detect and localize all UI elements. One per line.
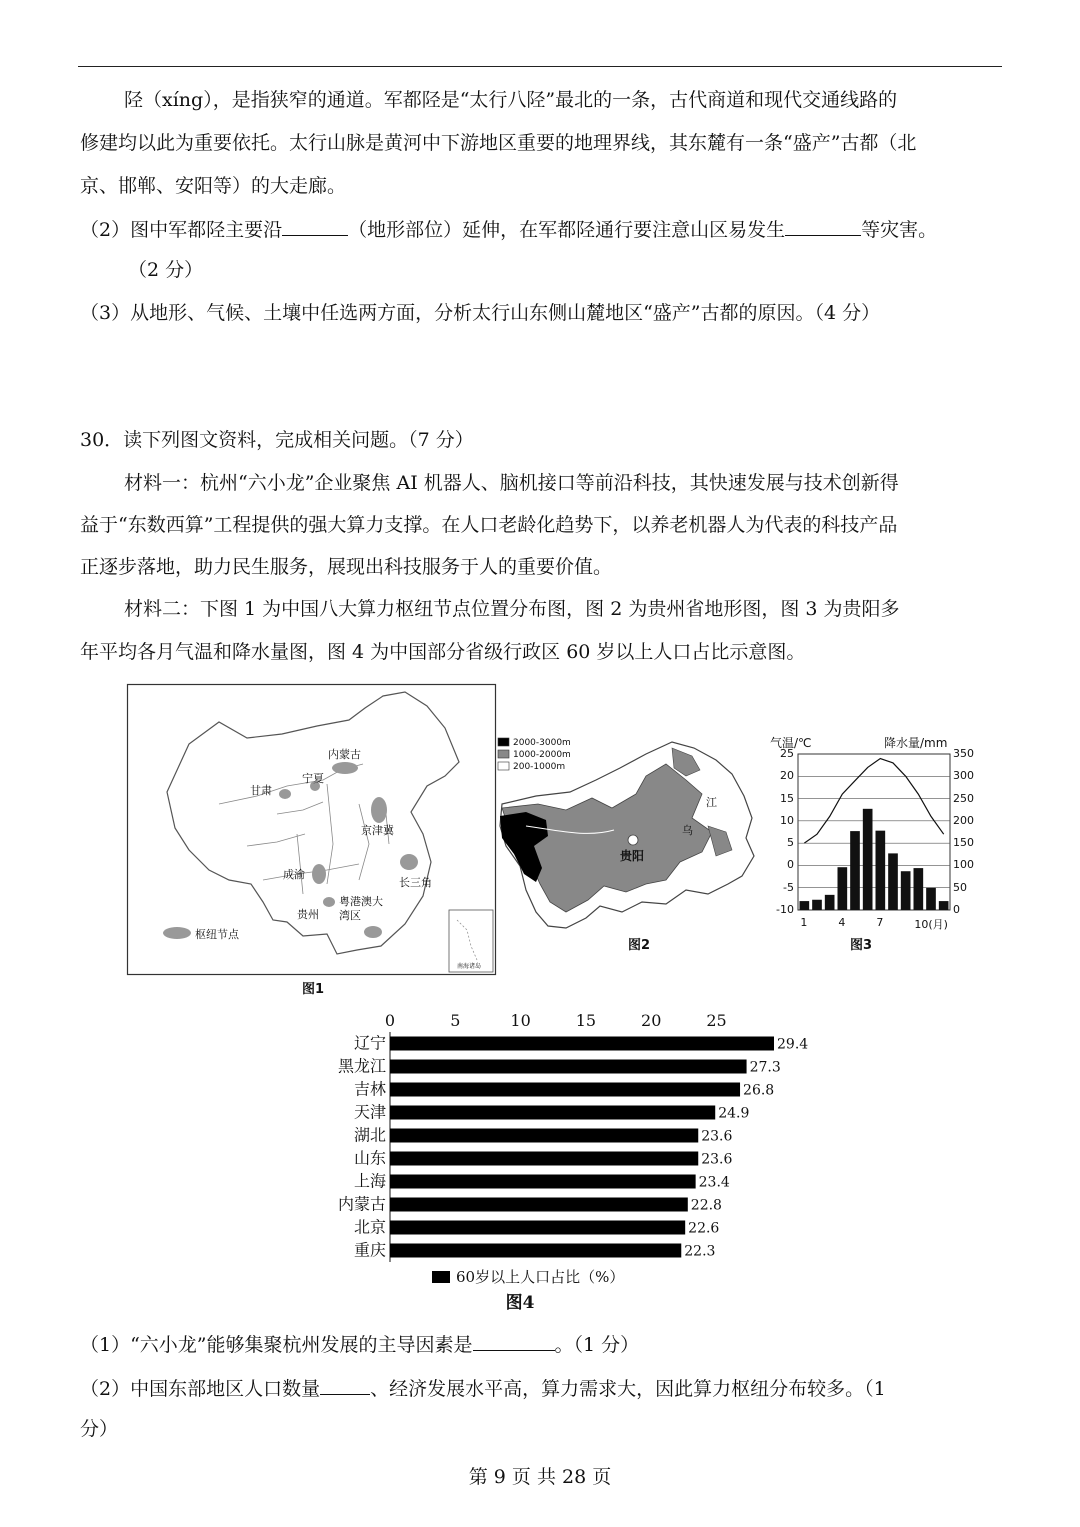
figure-4-bar-chart xyxy=(320,1008,809,1318)
label-neimenggu: 内蒙古 xyxy=(328,748,361,761)
figure-2-caption: 图2 xyxy=(628,938,651,953)
fig4-category-label: 内蒙古 xyxy=(337,1194,386,1214)
fig3-right-tick: 200 xyxy=(953,813,974,827)
fig3-left-tick: 15 xyxy=(780,791,794,805)
fig4-value-label: 29.4 xyxy=(777,1036,809,1053)
answer-blank-population[interactable] xyxy=(320,1376,370,1395)
fig4-value-label: 23.6 xyxy=(701,1128,733,1145)
page-footer: 第 9 页 共 28 页 xyxy=(468,1466,612,1488)
fig4-value-label: 23.4 xyxy=(698,1174,730,1191)
fig4-x-tick: 15 xyxy=(575,1011,597,1030)
label-yuegangao: 粤港澳大湾区 xyxy=(339,895,383,922)
question-29-3: （3）从地形、气候、土壤中任选两方面，分析太行山东侧山麓地区“盛产”古都的原因。（4 分） xyxy=(80,302,881,324)
fig4-svg xyxy=(320,1008,809,1318)
fig3-right-tick: 300 xyxy=(953,769,974,783)
hub-changsanjiao xyxy=(400,854,418,870)
q30-2-part2: 、经济发展水平高，算力需求大，因此算力枢纽分布较多。（1 xyxy=(370,1378,886,1400)
fig3-right-tick: 100 xyxy=(953,858,974,872)
fig3-left-tick: 10 xyxy=(780,813,794,827)
fig3-precip-bar-6 xyxy=(863,809,873,910)
fig4-bar xyxy=(390,1221,685,1235)
fig3-precip-bar-12 xyxy=(939,901,949,910)
legend-2000-3000: 2000-3000m xyxy=(513,738,571,748)
fig4-legend-swatch xyxy=(432,1271,450,1283)
fig3-right-tick: 250 xyxy=(953,791,974,805)
fig4-value-label: 26.8 xyxy=(743,1082,775,1099)
fig4-category-label: 上海 xyxy=(353,1171,386,1191)
label-river-jiang: 江 xyxy=(706,796,717,809)
question-29-2 xyxy=(80,217,937,242)
fig4-bar xyxy=(390,1198,688,1212)
figure-3-climate-chart xyxy=(766,732,974,954)
fig3-right-tick: 0 xyxy=(953,903,960,916)
fig4-category-label: 吉林 xyxy=(353,1079,386,1099)
material-1-line-2: 益于“东数西算”工程提供的强大算力支撑。在人口老龄化趋势下，以养老机器人为代表的科技产品 xyxy=(80,514,898,536)
fig4-bar xyxy=(390,1037,774,1051)
fig3-left-title: 气温/℃ xyxy=(770,736,812,750)
fig4-category-label: 北京 xyxy=(353,1217,386,1237)
fig3-precip-bar-1 xyxy=(800,901,810,910)
question-30-2-cont: 分） xyxy=(80,1418,119,1440)
q29-2-part1: （2）图中军都陉主要沿 xyxy=(80,219,283,241)
question-30-2 xyxy=(80,1376,886,1401)
fig4-value-label: 22.3 xyxy=(684,1243,716,1260)
fig4-category-label: 天津 xyxy=(353,1102,386,1122)
fig4-value-label: 22.6 xyxy=(688,1220,720,1237)
fig4-category-label: 辽宁 xyxy=(353,1033,386,1053)
fig3-precip-bar-10 xyxy=(914,868,924,910)
hub-jingjinji xyxy=(371,797,387,823)
fig4-value-label: 24.9 xyxy=(718,1105,750,1122)
fig3-left-tick: 20 xyxy=(780,769,794,783)
fig3-x-tick: 10(月) xyxy=(914,918,948,931)
label-gansu: 甘肃 xyxy=(250,784,272,797)
legend-hub-symbol xyxy=(163,927,191,939)
label-river-wu: 乌 xyxy=(682,824,693,837)
material-2-line-2: 年平均各月气温和降水量图，图 4 为中国部分省级行政区 60 岁以上人口占比示意图。 xyxy=(80,641,806,663)
legend-200-1000: 200-1000m xyxy=(513,762,566,772)
fig3-left-tick: 0 xyxy=(787,858,794,872)
label-changsanjiao: 长三角 xyxy=(399,876,432,889)
fig3-left-tick: -10 xyxy=(776,903,794,916)
fig4-bar xyxy=(390,1083,740,1097)
label-ningxia: 宁夏 xyxy=(302,772,324,785)
guiyang-marker xyxy=(628,835,638,845)
fig4-x-tick: 0 xyxy=(384,1011,396,1030)
fig3-precip-bar-4 xyxy=(838,867,848,910)
material-1-line-1: 材料一：杭州“六小龙”企业聚焦 AI 机器人、脑机接口等前沿科技，其快速发展与技术创新得 xyxy=(124,472,899,494)
fig4-value-label: 22.8 xyxy=(690,1197,722,1214)
fig4-x-tick: 20 xyxy=(641,1011,662,1030)
fig3-left-tick: 25 xyxy=(780,747,794,760)
fig3-right-tick: 50 xyxy=(953,880,967,894)
q30-1-part2: 。（1 分） xyxy=(554,1334,640,1356)
fig4-bar xyxy=(390,1175,696,1189)
fig4-x-tick: 10 xyxy=(510,1011,531,1030)
label-jingjinji: 京津冀 xyxy=(361,824,394,837)
fig3-precip-bar-11 xyxy=(926,888,936,910)
q29-2-part2: （地形部位）延伸，在军都陉通行要注意山区易发生 xyxy=(348,219,786,241)
fig4-legend-label: 60岁以上人口占比（%） xyxy=(456,1268,625,1286)
header-rule xyxy=(78,66,1002,67)
q29-2-score: （2 分） xyxy=(128,259,204,281)
fig3-x-tick: 1 xyxy=(800,916,808,929)
q29-2-part3: 等灾害。 xyxy=(861,219,938,241)
fig4-value-label: 23.6 xyxy=(701,1151,733,1168)
hub-gansu xyxy=(279,789,291,799)
fig3-right-tick: 150 xyxy=(953,836,974,850)
fig4-caption: 图4 xyxy=(505,1293,535,1313)
fig3-right-title: 降水量/mm xyxy=(884,736,948,750)
fig3-temperature-line xyxy=(804,759,943,844)
q30-2-part1: （2）中国东部地区人口数量 xyxy=(80,1378,321,1400)
question-30-1 xyxy=(80,1332,639,1357)
fig3-precip-bar-9 xyxy=(901,871,911,910)
fig4-value-label: 27.3 xyxy=(749,1059,781,1076)
fig3-x-tick: 7 xyxy=(876,916,884,929)
hub-yuegangao xyxy=(364,926,382,938)
fig3-left-tick: 5 xyxy=(787,836,794,850)
fig4-category-label: 山东 xyxy=(353,1148,386,1168)
intro-line-2: 修建均以此为重要依托。太行山脉是黄河中下游地区重要的地理界线，其东麓有一条“盛产”古都（北 xyxy=(80,132,917,154)
fig3-right-tick: 350 xyxy=(953,747,974,760)
figure-1-map xyxy=(127,684,497,976)
fig4-category-label: 湖北 xyxy=(353,1125,386,1145)
fig3-precip-bar-2 xyxy=(812,900,822,910)
fig3-x-tick: 4 xyxy=(838,916,846,929)
fig3-left-tick: -5 xyxy=(783,880,794,894)
fig4-bar xyxy=(390,1244,681,1258)
fig4-bar xyxy=(390,1129,698,1143)
fig4-bar xyxy=(390,1106,715,1120)
fig4-bar xyxy=(390,1060,747,1074)
fig4-bar xyxy=(390,1152,698,1166)
label-guiyang: 贵阳 xyxy=(620,849,645,863)
fig3-precip-bar-8 xyxy=(888,853,898,910)
intro-line-1: 陉（xíng），是指狭窄的通道。军都陉是“太行八陉”最北的一条，古代商道和现代交通线路的 xyxy=(124,89,898,111)
fig4-category-label: 重庆 xyxy=(353,1240,386,1260)
fig4-x-tick: 25 xyxy=(706,1011,727,1030)
fig3-precip-bar-3 xyxy=(825,895,835,910)
label-guizhou: 贵州 xyxy=(297,908,319,921)
figure-3-caption: 图3 xyxy=(850,938,873,953)
figure-2-map xyxy=(496,734,758,954)
label-inset: 南海诸岛 xyxy=(457,963,482,970)
material-1-line-3: 正逐步落地，助力民生服务，展现出科技服务于人的重要价值。 xyxy=(80,556,613,578)
answer-blank-dominant-factor[interactable] xyxy=(473,1332,555,1351)
fig3-precip-bar-5 xyxy=(850,831,860,910)
fig4-x-tick: 5 xyxy=(450,1011,461,1030)
label-legend-hub: 枢纽节点 xyxy=(195,928,239,941)
answer-blank-hazard[interactable] xyxy=(785,217,861,236)
fig3-precip-bar-7 xyxy=(876,831,886,910)
question-30-title: 30．读下列图文资料，完成相关问题。（7 分） xyxy=(80,429,474,451)
q30-1-part1: （1）“六小龙”能够集聚杭州发展的主导因素是 xyxy=(80,1334,473,1356)
hub-guizhou xyxy=(323,897,335,907)
material-2-line-1: 材料二：下图 1 为中国八大算力枢纽节点位置分布图，图 2 为贵州省地形图，图 3 为贵阳多 xyxy=(124,598,900,620)
hub-chengyu xyxy=(312,864,326,884)
hub-neimenggu xyxy=(332,762,358,774)
china-map-svg xyxy=(127,684,497,976)
label-chengyu: 成渝 xyxy=(283,868,305,881)
answer-blank-terrain[interactable] xyxy=(282,217,348,236)
intro-line-3: 京、邯郸、安阳等）的大走廊。 xyxy=(80,175,347,197)
legend-1000-2000: 1000-2000m xyxy=(513,750,571,760)
fig4-category-label: 黑龙江 xyxy=(337,1056,386,1076)
figure-1-caption: 图1 xyxy=(302,982,325,997)
